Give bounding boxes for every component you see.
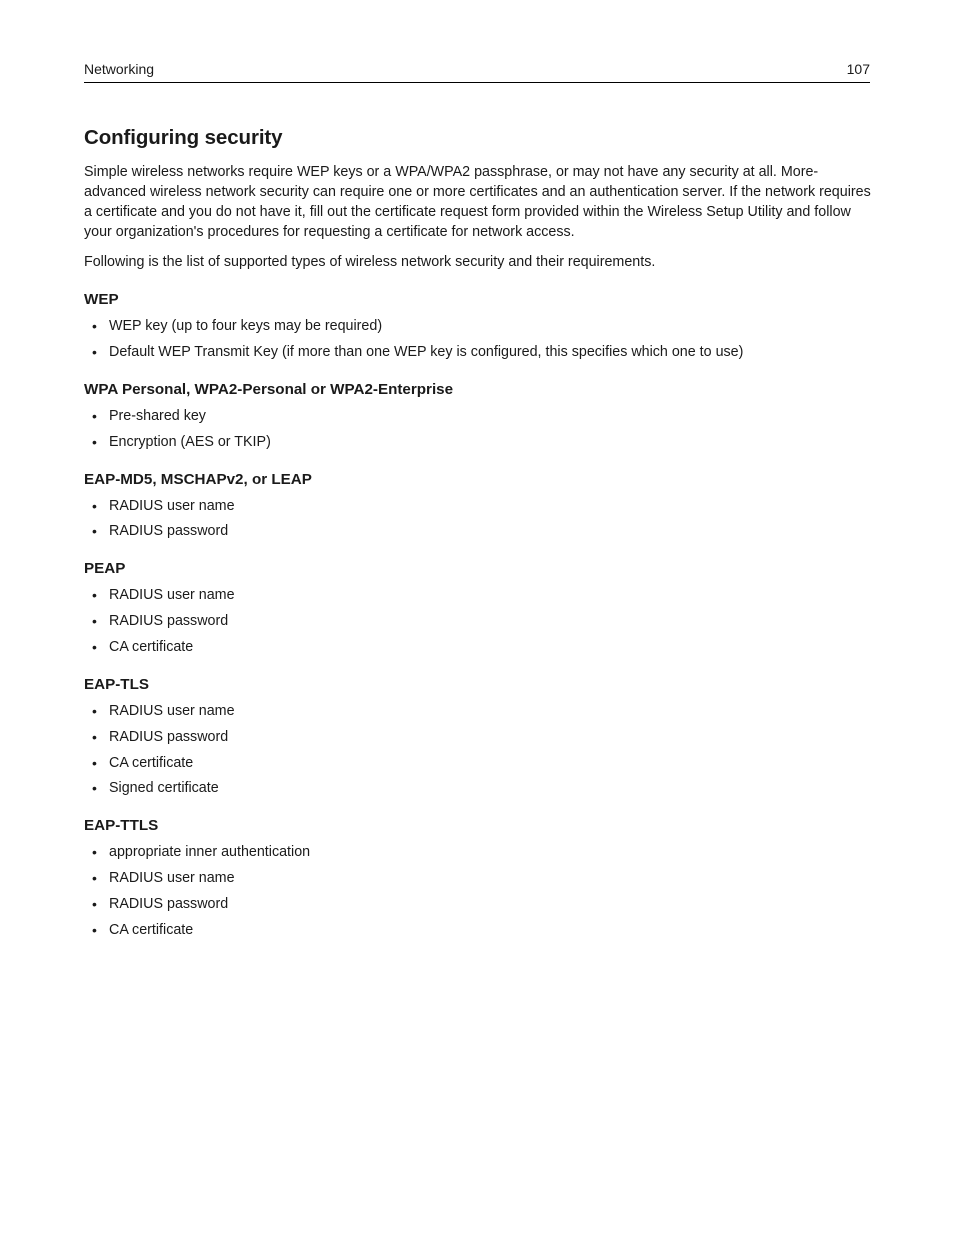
list-item-text: RADIUS password: [109, 523, 229, 540]
list-item-text: CA certificate: [109, 921, 194, 938]
section-heading: EAP-TLS: [84, 675, 149, 693]
list-item-text: RADIUS user name: [109, 870, 235, 887]
list-item-text: Default WEP Transmit Key (if more than one WEP key is configured, this specifies which one to use): [109, 343, 744, 360]
list-item: [84, 894, 874, 914]
section-heading: EAP-TTLS: [84, 817, 159, 835]
list-item-text: appropriate inner authentication: [109, 844, 311, 861]
list-item: [84, 842, 874, 862]
section-heading: EAP-MD5, MSCHAPv2, or LEAP: [84, 470, 312, 488]
bullet-icon: •: [92, 318, 97, 334]
requirement-list: [84, 496, 874, 542]
list-item: [84, 920, 874, 940]
requirement-list: [84, 406, 874, 452]
list-intro-paragraph: Following is the list of supported types of wireless network security and their requirements.: [84, 254, 656, 270]
security-types-list: [84, 290, 874, 940]
list-item: [84, 316, 874, 336]
list-item: [84, 342, 874, 362]
section-heading: PEAP: [84, 560, 126, 578]
list-item: [84, 432, 874, 452]
bullet-icon: •: [92, 844, 97, 861]
list-item: [84, 496, 874, 516]
list-item-text: RADIUS password: [109, 895, 229, 912]
requirement-list: [84, 842, 874, 939]
list-item: [84, 701, 874, 721]
bullet-icon: •: [92, 638, 97, 655]
list-item-text: RADIUS user name: [109, 587, 235, 604]
list-item-text: WEP key (up to four keys may be required): [109, 318, 383, 334]
page-number: 107: [846, 61, 870, 77]
bullet-icon: •: [92, 343, 97, 360]
bullet-icon: •: [92, 702, 97, 719]
page-header: [84, 60, 870, 83]
list-item-text: RADIUS user name: [109, 497, 235, 514]
list-item-text: RADIUS user name: [109, 702, 235, 719]
list-item: [84, 611, 874, 631]
list-item: [84, 868, 874, 888]
requirement-list: [84, 585, 874, 657]
running-section-title: Networking: [84, 61, 155, 77]
bullet-icon: •: [92, 754, 97, 771]
page-content: [84, 124, 874, 946]
bullet-icon: •: [92, 895, 97, 912]
requirement-list: [84, 701, 874, 798]
bullet-icon: •: [92, 921, 97, 938]
bullet-icon: •: [92, 780, 97, 797]
list-item: [84, 778, 874, 798]
page-title: Configuring security: [84, 126, 283, 149]
bullet-icon: •: [92, 613, 97, 630]
requirement-list: [84, 316, 874, 362]
section-heading: WEP: [84, 291, 119, 308]
section-heading: WPA Personal, WPA2-Personal or WPA2-Enterprise: [84, 380, 454, 398]
bullet-icon: •: [92, 870, 97, 887]
intro-paragraph: Simple wireless networks require WEP keys or a WPA/WPA2 passphrase, or may not have any security at all. More-advanced wireless network security can require one or more certificates and an authentication server. If the network requires a certificate and you do not have it, fill out the certificate request form provided within the Wireless Setup Utility and follow your organization's procedures for requesting a certificate for network access.: [84, 164, 871, 240]
list-item-text: Pre-shared key: [109, 407, 206, 424]
bullet-icon: •: [92, 497, 97, 514]
list-item: [84, 406, 874, 426]
bullet-icon: •: [92, 523, 97, 540]
list-item-text: CA certificate: [109, 638, 194, 655]
bullet-icon: •: [92, 433, 97, 450]
list-item-text: Encryption (AES or TKIP): [109, 433, 271, 450]
list-item: [84, 753, 874, 773]
bullet-icon: •: [92, 728, 97, 745]
list-item-text: RADIUS password: [109, 613, 229, 630]
list-item: [84, 727, 874, 747]
list-item-text: RADIUS password: [109, 728, 229, 745]
list-item: [84, 521, 874, 541]
bullet-icon: •: [92, 407, 97, 424]
bullet-icon: •: [92, 587, 97, 604]
list-item: [84, 585, 874, 605]
list-item-text: CA certificate: [109, 754, 194, 771]
list-item: [84, 637, 874, 657]
list-item-text: Signed certificate: [109, 780, 219, 797]
